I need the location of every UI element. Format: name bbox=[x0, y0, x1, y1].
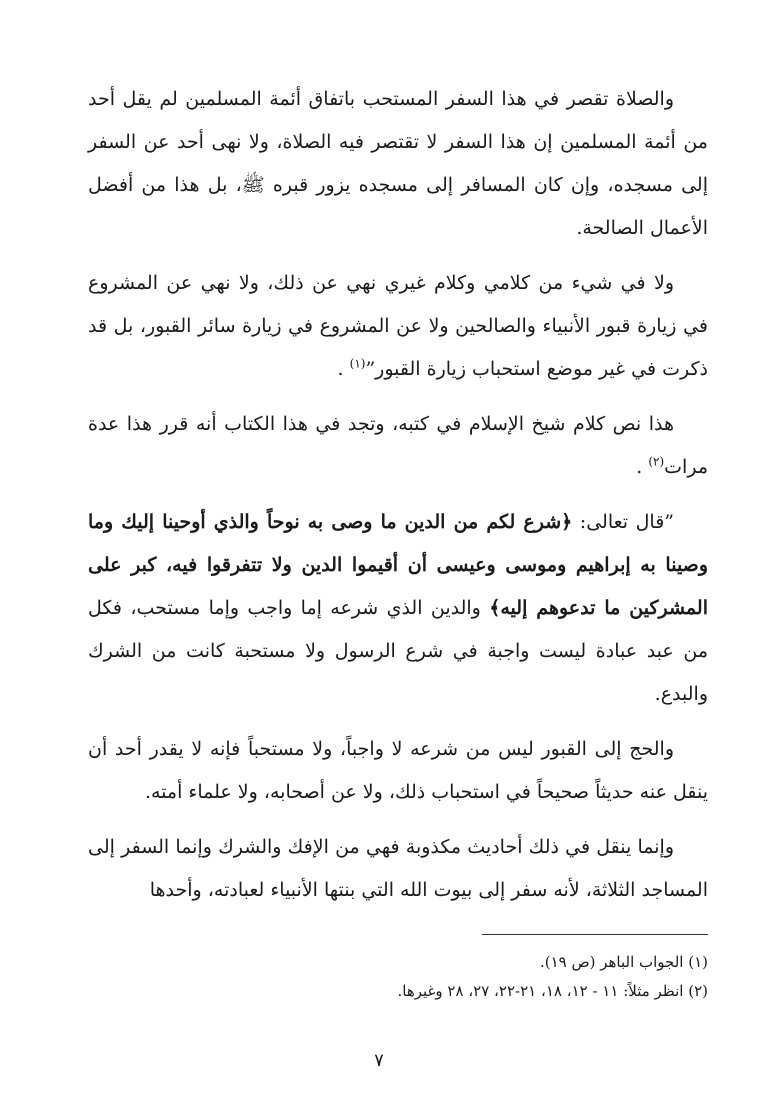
quote-intro: ”قال تعالى: bbox=[572, 511, 674, 533]
footnote-divider bbox=[482, 934, 708, 935]
paragraph-6: وإنما ينقل في ذلك أحاديث مكذوبة فهي من الإفك والشرك وإنما السفر إلى المساجد الثلاثة، لأنه سفر إلى بيوت الله التي بنتها الأنبياء لعبادته، وأحدها bbox=[88, 836, 708, 901]
paragraph-3-text: هذا نص كلام شيخ الإسلام في كتبه، وتجد في هذا الكتاب أنه قرر هذا عدة مرات bbox=[88, 413, 708, 478]
paragraph-4 bbox=[88, 501, 708, 716]
paragraph-3 bbox=[88, 403, 708, 489]
quran-verse: ﴿شرع لكم من الدين ما وصى به نوحاً والذي أوحينا إليك وما وصينا به إبراهيم وموسى وعيسى أن أقيموا الدين ولا تتفرقوا فيه، كبر على المشركين ما تدعوهم إليه﴾ bbox=[88, 511, 708, 619]
paragraph-3-end: . bbox=[636, 456, 649, 478]
paragraph-1: والصلاة تقصر في هذا السفر المستحب باتفاق أئمة المسلمين لم يقل أحد من أئمة المسلمين إن هذا السفر لا تقتصر فيه الصلاة، ولا نهى أحد عن السفر إلى مسجده، وإن كان المسافر إلى مسجده يزور قبره ﷺ، بل هذا من أفضل الأعمال الصالحة. bbox=[88, 88, 708, 239]
footnote-1: (١) الجواب الباهر (ص ١٩). bbox=[539, 953, 708, 971]
footnote-ref-1: (١) bbox=[349, 356, 366, 371]
footnote-ref-2: (٢) bbox=[648, 454, 665, 469]
footnotes bbox=[300, 948, 708, 1006]
paragraph-4-rest: والدين الذي شرعه إما واجب وإما مستحب، فكل من عبد عبادة ليست واجبة في شرع الرسول ولا مستحبة كانت من الشرك والبدع. bbox=[88, 597, 708, 705]
paragraph-2-end: . bbox=[337, 358, 350, 380]
page-body bbox=[88, 78, 708, 924]
footnote-2: (٢) انظر مثلاً: ١١ - ١٢، ١٨، ٢١-٢٢، ٢٧، ٢٨ وغيرها. bbox=[397, 982, 708, 1000]
paragraph-5: والحج إلى القبور ليس من شرعه لا واجباً، ولا مستحباً فإنه لا يقدر أحد أن ينقل عنه حديثاً صحيحاً في استحباب ذلك، ولا عن أصحابه، ولا علماء أمته. bbox=[88, 738, 708, 803]
paragraph-2 bbox=[88, 262, 708, 391]
paragraph-2-text: ولا في شيء من كلامي وكلام غيري نهي عن ذلك، ولا نهي عن المشروع في زيارة قبور الأنبياء والصالحين ولا عن المشروع في زيارة سائر القبور، بل قد ذكرت في غير موضع استحباب زيارة القبور” bbox=[88, 272, 708, 380]
page-number: ٧ bbox=[374, 1050, 384, 1071]
